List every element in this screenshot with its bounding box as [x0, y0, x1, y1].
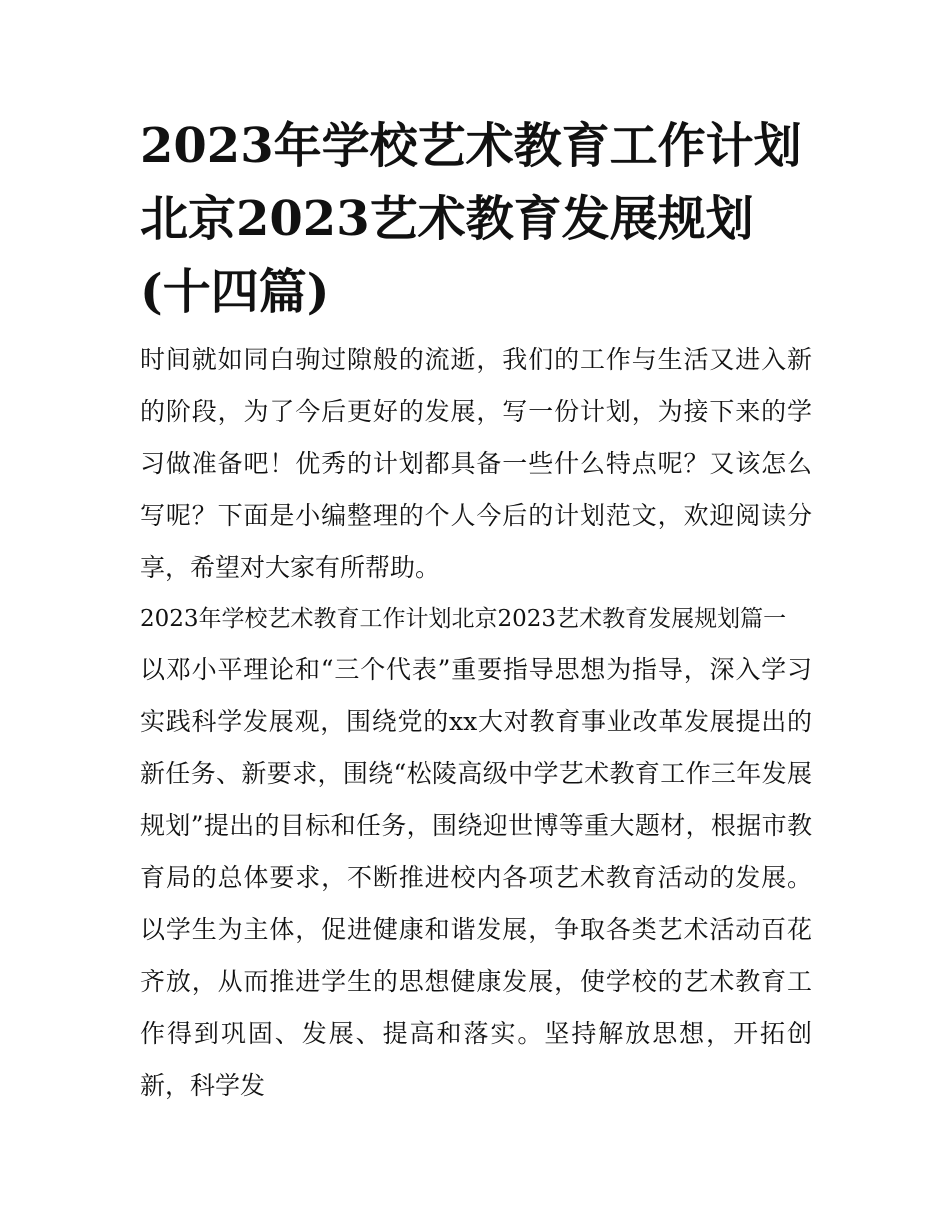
- body-paragraph: 以邓小平理论和“三个代表”重要指导思想为指导，深入学习实践科学发展观，围绕党的xx大对教育事业改革发展提出的新任务、新要求，围绕“松陵高级中学艺术教育工作三年发展规划”提出的目标和任务，围绕迎世博等重大题材，根据市教育局的总体要求，不断推进校内各项艺术教育活动的发展。以学生为主体，促进健康和谐发展，争取各类艺术活动百花齐放，从而推进学生的思想健康发展，使学校的艺术教育工作得到巩固、发展、提高和落实。坚持解放思想，开拓创新，科学发: [140, 655, 812, 1100]
- document-title: 2023年学校艺术教育工作计划北京2023艺术教育发展规划(十四篇): [140, 118, 802, 320]
- section-heading: 2023年学校艺术教育工作计划北京2023艺术教育发展规划篇一: [140, 606, 787, 632]
- document-page: [140, 110, 812, 1112]
- intro-paragraph: 时间就如同白驹过隙般的流逝，我们的工作与生活又进入新的阶段，为了今后更好的发展，写一份计划，为接下来的学习做准备吧！优秀的计划都具备一些什么特点呢？又该怎么写呢？下面是小编整理的个人今后的计划范文，欢迎阅读分享，希望对大家有所帮助。: [140, 345, 812, 582]
